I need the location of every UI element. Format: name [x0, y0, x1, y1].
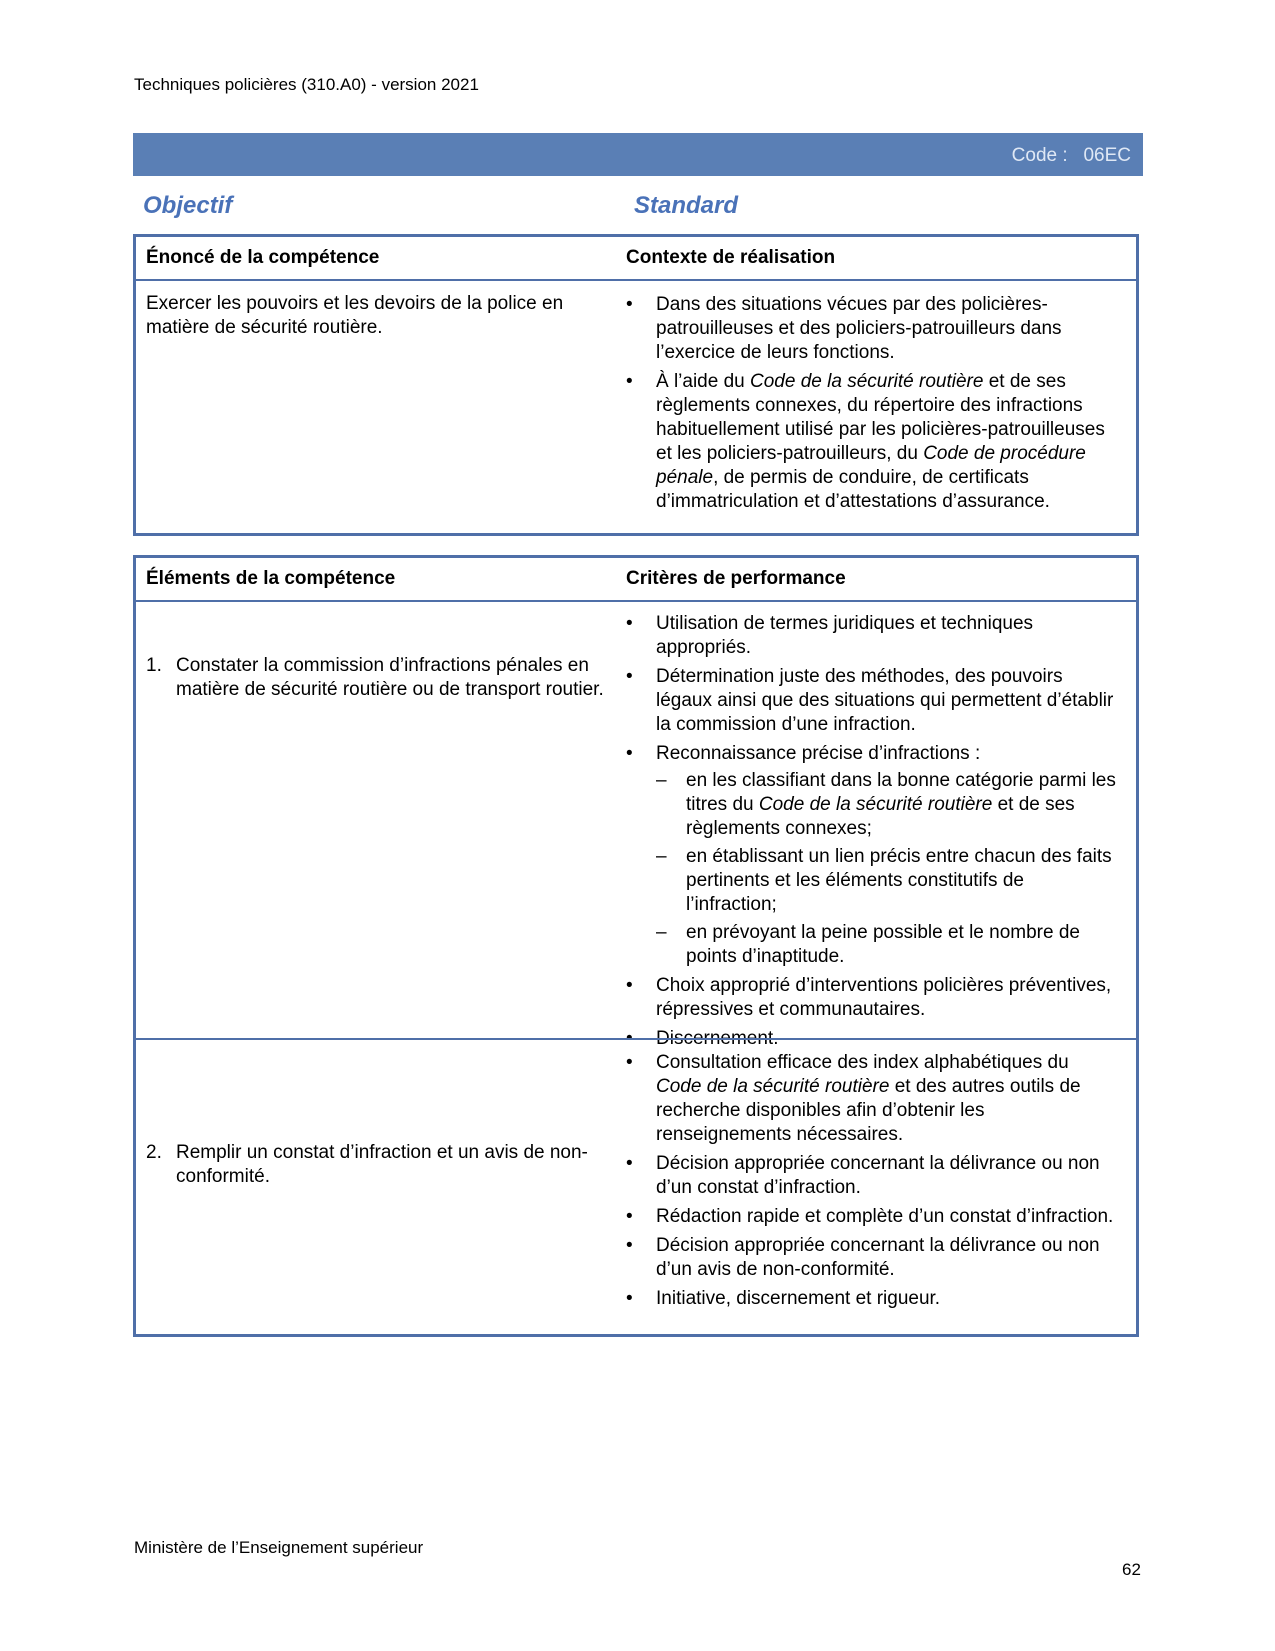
criterion-item — [626, 1234, 1116, 1282]
row-divider — [136, 1038, 1136, 1040]
criterion-item — [626, 665, 1116, 737]
elements-table-header — [136, 558, 1136, 602]
criterion-text: Dans des situations vécues par des policières-patrouilleuses et des policiers-patrouilleurs dans l’exercice de leurs fonctions. — [656, 294, 1062, 363]
enonce-text: Exercer les pouvoirs et les devoirs de la police en matière de sécurité routière. — [146, 293, 564, 338]
criterion-text: Décision appropriée concernant la délivrance ou non d’un avis de non-conformité. — [656, 1235, 1100, 1280]
criteres-header: Critères de performance — [626, 568, 846, 589]
sub-criterion-item — [656, 769, 1116, 841]
criterion-text: Détermination juste des méthodes, des pouvoirs légaux ainsi que des situations qui permettent d’établir la commission d’une infraction. — [656, 666, 1114, 735]
criterion-item — [626, 1287, 1116, 1311]
italic-title-text: Code de la sécurité routière — [656, 1076, 890, 1097]
element-1-number: 1. — [146, 655, 162, 676]
criteria-list-2 — [626, 1051, 1116, 1311]
criterion-text: Discernement. — [656, 1028, 779, 1049]
criterion-text: et de ses règlements connexes, du répertoire des infractions habituellement utilisé par les policières-patrouilleuses et les policiers-patrouilleurs, du — [656, 371, 1105, 464]
competency-table-header — [136, 237, 1136, 281]
sub-criterion-item — [656, 845, 1116, 917]
criterion-text: Reconnaissance précise d’infractions : — [656, 743, 981, 764]
element-1 — [146, 654, 646, 702]
criterion-item — [626, 974, 1116, 1022]
competency-code: Code : 06EC — [1011, 145, 1131, 166]
italic-title-text: Code de la sécurité routière — [750, 371, 984, 392]
criterion-text: Initiative, discernement et rigueur. — [656, 1288, 941, 1309]
criterion-text: et des autres outils de recherche disponibles afin d’obtenir les renseignements nécessaires. — [656, 1076, 1081, 1145]
criterion-text: Utilisation de termes juridiques et techniques appropriés. — [656, 613, 1034, 658]
criterion-text: en les classifiant dans la bonne catégorie parmi les titres du — [686, 770, 1116, 815]
criterion-text: et de ses règlements connexes; — [686, 794, 1075, 839]
criterion-text: Consultation efficace des index alphabétiques du — [656, 1052, 1069, 1073]
elements-header: Éléments de la compétence — [146, 568, 396, 589]
contexte-item — [626, 370, 1116, 514]
footer-ministry: Ministère de l’Enseignement supérieur — [134, 1538, 424, 1557]
element-2 — [146, 1141, 646, 1189]
criterion-text: Choix approprié d’interventions policières préventives, répressives et communautaires. — [656, 975, 1112, 1020]
competency-table — [133, 234, 1139, 536]
contexte-list — [626, 293, 1116, 514]
element-2-number: 2. — [146, 1142, 162, 1163]
criterion-text: en établissant un lien précis entre chacun des faits pertinents et les éléments constitutifs de l’infraction; — [686, 846, 1112, 915]
code-bar — [133, 133, 1143, 176]
criterion-text: , de permis de conduire, de certificats d’immatriculation et d’attestations d’assurance. — [656, 467, 1050, 512]
elements-table — [133, 555, 1139, 1337]
criterion-text: À l’aide du — [656, 371, 751, 392]
criterion-item — [626, 612, 1116, 660]
contexte-header: Contexte de réalisation — [626, 247, 836, 268]
standard-heading: Standard — [634, 192, 739, 219]
enonce-header: Énoncé de la compétence — [146, 247, 380, 268]
sub-criterion-item — [656, 921, 1116, 969]
criteria-list-1 — [626, 612, 1116, 1051]
sub-criteria-list — [656, 769, 1116, 969]
criterion-text: Rédaction rapide et complète d’un constat d’infraction. — [656, 1206, 1114, 1227]
element-1-text: Constater la commission d’infractions pénales en matière de sécurité routière ou de transport routier. — [176, 655, 604, 700]
italic-title-text: Code de procédure pénale — [656, 443, 1086, 488]
italic-title-text: Code de la sécurité routière — [758, 794, 993, 815]
criterion-text: en prévoyant la peine possible et le nombre de points d’inaptitude. — [686, 922, 1080, 967]
objectif-heading: Objectif — [143, 192, 233, 219]
criterion-text: Décision appropriée concernant la délivrance ou non d’un constat d’infraction. — [656, 1153, 1100, 1198]
criterion-item — [626, 1051, 1116, 1147]
criterion-item — [626, 1152, 1116, 1200]
running-title: Techniques policières (310.A0) - version 2021 — [134, 75, 479, 94]
criterion-item — [626, 742, 1116, 969]
criterion-item — [626, 1205, 1116, 1229]
contexte-item — [626, 293, 1116, 365]
page-number: 62 — [1122, 1560, 1141, 1579]
element-2-text: Remplir un constat d’infraction et un avis de non-conformité. — [176, 1142, 588, 1187]
